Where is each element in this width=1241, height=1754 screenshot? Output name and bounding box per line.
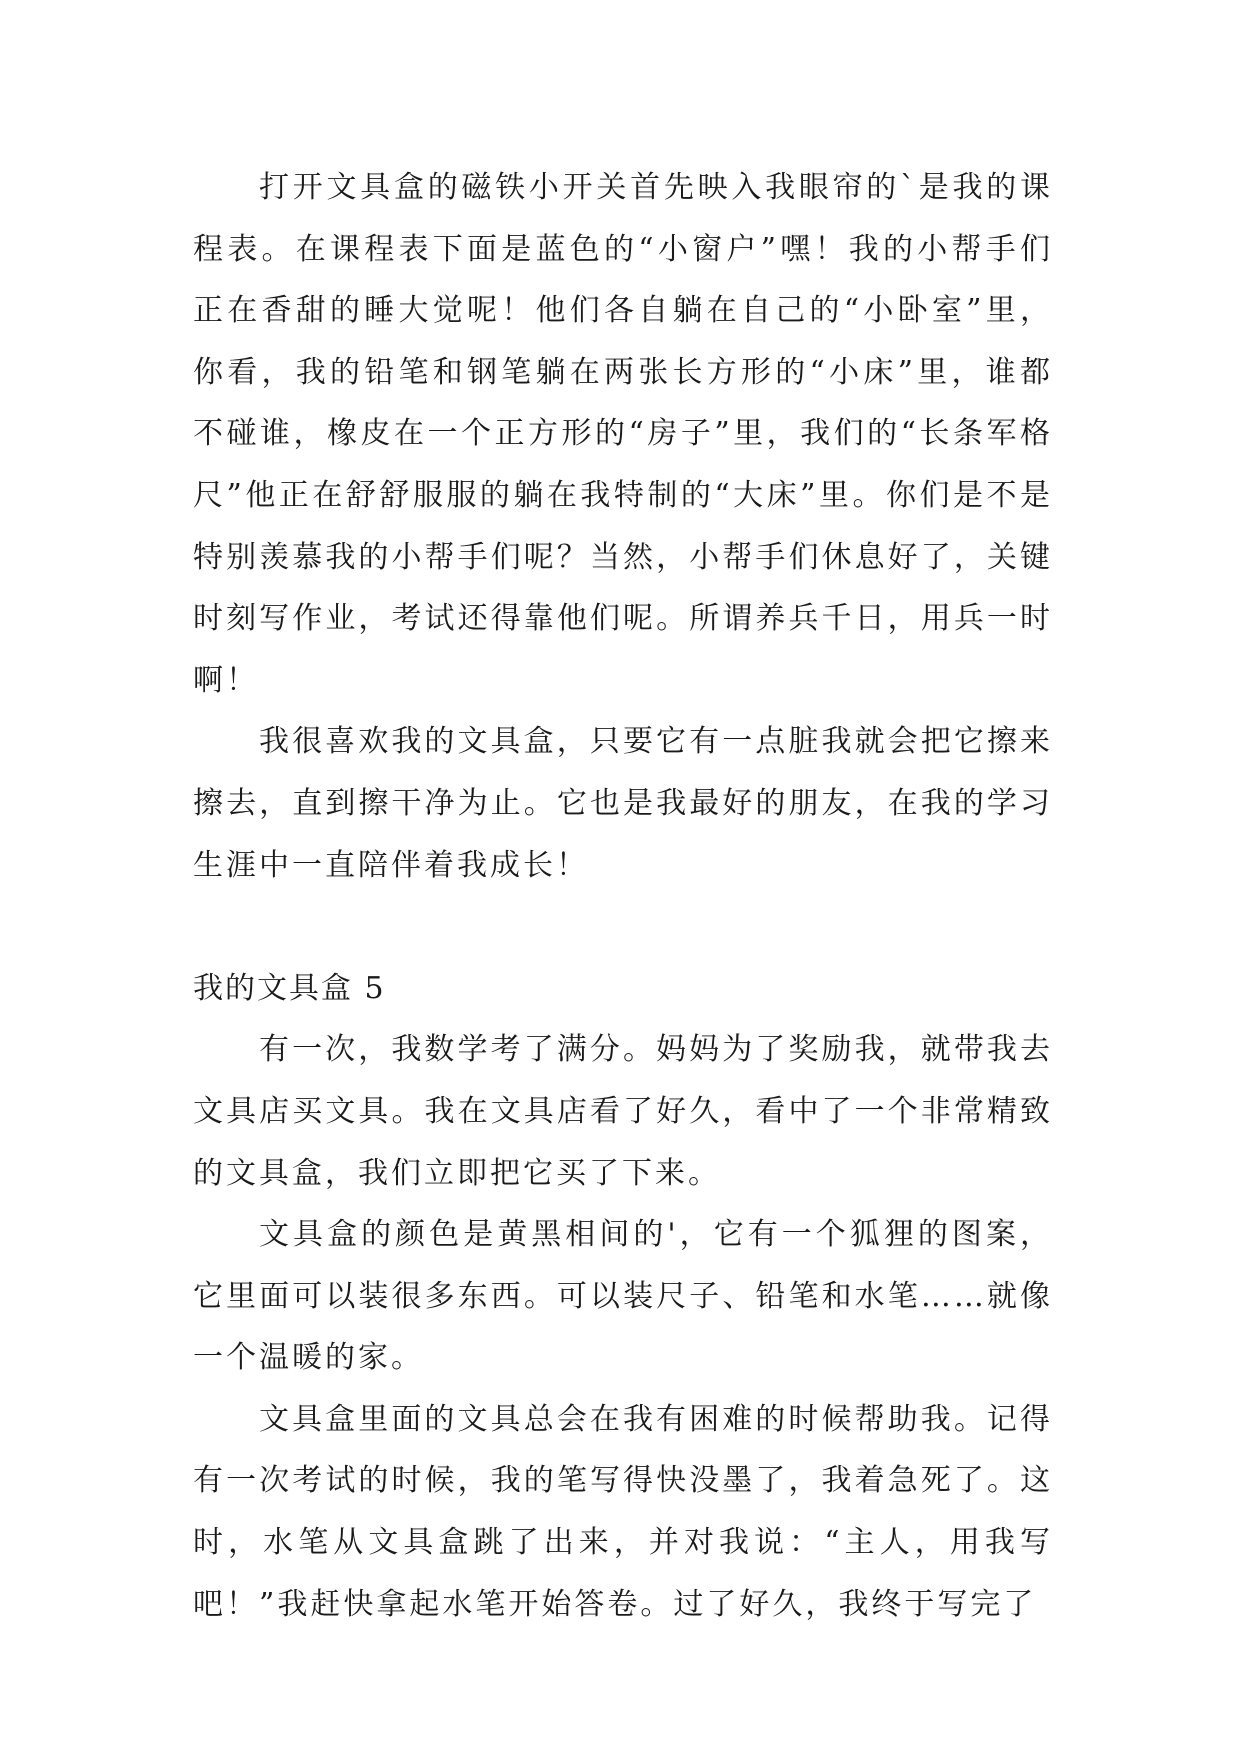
paragraph: 打开文具盒的磁铁小开关首先映入我眼帘的`是我的课程表。在课程表下面是蓝色的“小窗户”嘿！我的小帮手们正在香甜的睡大觉呢！他们各自躺在自己的“小卧室”里，你看，我的铅笔和钢笔躺在两张长方形的“小床”里，谁都不碰谁，橡皮在一个正方形的“房子”里，我们的“长条军格尺”他正在舒舒服服的躺在我特制的“大床”里。你们是不是特别羡慕我的小帮手们呢？当然，小帮手们休息好了，关键时刻写作业，考试还得靠他们呢。所谓养兵千日，用兵一时啊！ (193, 170, 1053, 698)
document-body (193, 157, 1053, 1635)
section-title: 我的文具盒 5 (193, 970, 386, 1006)
paragraph: 有一次，我数学考了满分。妈妈为了奖励我，就带我去文具店买文具。我在文具店看了好久，看中了一个非常精致的文具盒，我们立即把它买了下来。 (193, 1032, 1053, 1191)
paragraph: 文具盒里面的文具总会在我有困难的时候帮助我。记得有一次考试的时候，我的笔写得快没墨了，我着急死了。这时，水笔从文具盒跳了出来，并对我说：“主人，用我写吧！”我赶快拿起水笔开始答卷。过了好久，我终于写完了 (193, 1401, 1053, 1622)
paragraph: 文具盒的颜色是黄黑相间的'，它有一个狐狸的图案，它里面可以装很多东西。可以装尺子、铅笔和水笔……就像一个温暖的家。 (193, 1217, 1053, 1376)
paragraph: 我很喜欢我的文具盒，只要它有一点脏我就会把它擦来擦去，直到擦干净为止。它也是我最好的朋友，在我的学习生涯中一直陪伴着我成长！ (193, 724, 1053, 883)
